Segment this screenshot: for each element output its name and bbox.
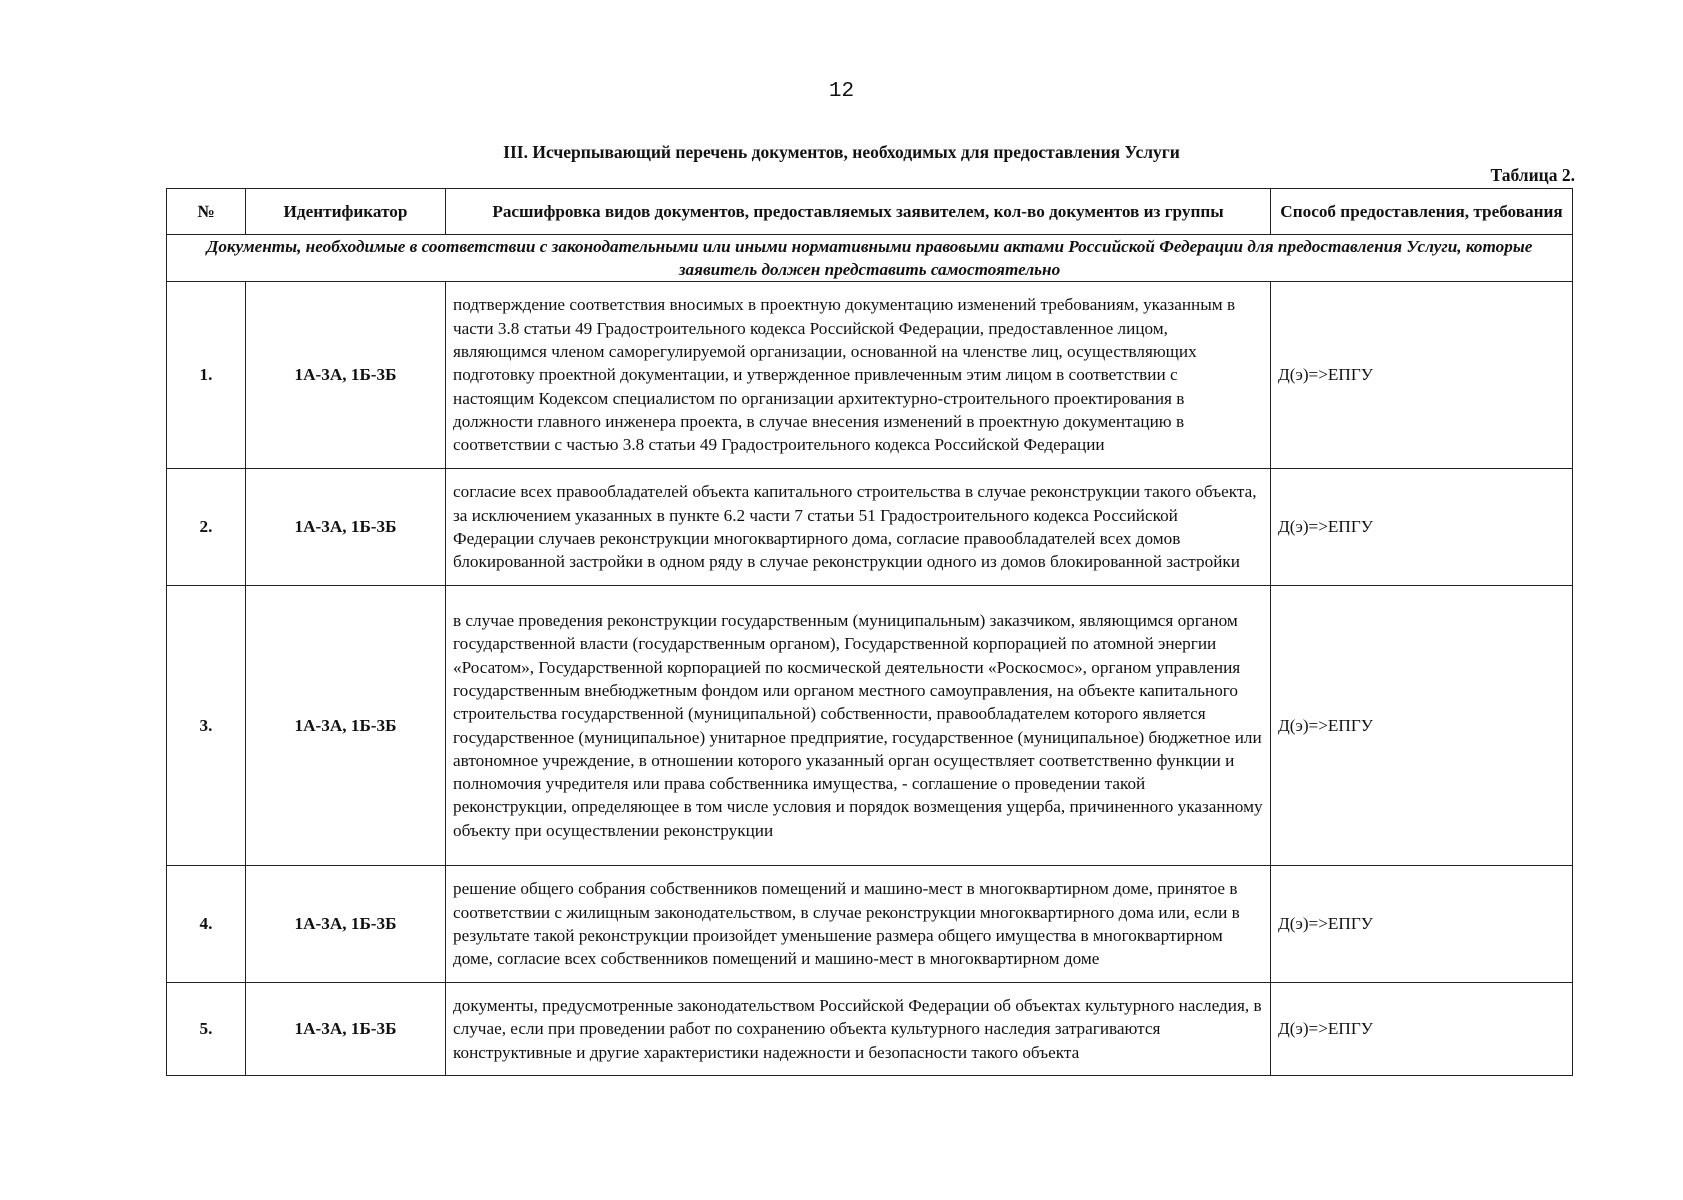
row-description: в случае проведения реконструкции государственным (муниципальным) заказчиком, являющимся органом государственной власти (государственным органом), Государственной корпорацией по атомной энергии «Росатом», Государственной корпорацией по космической деятельности «Роскосмос», органом управления государственным внебюджетным фондом или органом местного самоуправления, на объекте капитального строительства государственной (муниципальной) собственности, правообладателем которого является государственное (муниципальное) унитарное предприятие, государственное (муниципальное) бюджетное или автономное учреждение, в отношении которого указанный орган осуществляет соответственно функции и полномочия учредителя или права собственника имущества, - соглашение о проведении такой реконструкции, определяющее в том числе условия и порядок возмещения ущерба, причиненного указанному объекту при осуществлении реконструкции [446,586,1271,866]
table-row [167,469,1573,586]
row-method: Д(э)=>ЕПГУ [1271,866,1573,983]
header-num: № [167,189,246,235]
section-title: III. Исчерпывающий перечень документов, необходимых для предоставления Услуги [503,142,1180,162]
header-description: Расшифровка видов документов, предоставляемых заявителем, кол-во документов из группы [446,189,1271,235]
row-description: согласие всех правообладателей объекта капитального строительства в случае реконструкции такого объекта, за исключением указанных в пункте 6.2 части 7 статьи 51 Градостроительного кодекса Российской Федерации случаев реконструкции многоквартирного дома, согласие правообладателей всех домов блокированной застройки в одном ряду в случае реконструкции одного из домов блокированной застройки [446,469,1271,586]
row-method: Д(э)=>ЕПГУ [1271,469,1573,586]
row-identifier: 1А-3А, 1Б-3Б [246,983,446,1076]
row-method: Д(э)=>ЕПГУ [1271,983,1573,1076]
table-row [167,983,1573,1076]
section-row-text: Документы, необходимые в соответствии с законодательными или иными нормативными правовыми актами Российской Федерации для предоставления Услуги, которые заявитель должен представить самостоятельно [167,235,1573,282]
row-num: 4. [167,866,246,983]
row-identifier: 1А-3А, 1Б-3Б [246,469,446,586]
row-num: 2. [167,469,246,586]
header-identifier: Идентификатор [246,189,446,235]
row-num: 5. [167,983,246,1076]
page-number: 12 [828,80,855,103]
table-header-row [167,189,1573,235]
row-num: 1. [167,282,246,469]
row-description: подтверждение соответствия вносимых в проектную документацию изменений требованиям, указанным в части 3.8 статьи 49 Градостроительного кодекса Российской Федерации, предоставленное лицом, являющимся членом саморегулируемой организации, основанной на членстве лиц, осуществляющих подготовку проектной документации, и утвержденное привлеченным этим лицом в соответствии с настоящим Кодексом специалистом по организации архитектурно-строительного проектирования в должности главного инженера проекта, в случае внесения изменений в проектную документацию в соответствии с частью 3.8 статьи 49 Градостроительного кодекса Российской Федерации [446,282,1271,469]
row-identifier: 1А-3А, 1Б-3Б [246,586,446,866]
row-description: документы, предусмотренные законодательством Российской Федерации об объектах культурного наследия, в случае, если при проведении работ по сохранению объекта культурного наследия затрагиваются конструктивные и другие характеристики надежности и безопасности такого объекта [446,983,1271,1076]
table-label: Таблица 2. [1490,165,1575,185]
row-num: 3. [167,586,246,866]
table-row [167,586,1573,866]
table-row [167,282,1573,469]
section-row [167,235,1573,282]
row-method: Д(э)=>ЕПГУ [1271,586,1573,866]
header-method: Способ предоставления, требования [1271,189,1573,235]
documents-table [166,188,1573,1076]
table-row [167,866,1573,983]
row-identifier: 1А-3А, 1Б-3Б [246,866,446,983]
row-description: решение общего собрания собственников помещений и машино-мест в многоквартирном доме, принятое в соответствии с жилищным законодательством, в случае реконструкции многоквартирного дома или, если в результате такой реконструкции произойдет уменьшение размера общего имущества в многоквартирном доме, согласие всех собственников помещений и машино-мест в многоквартирном доме [446,866,1271,983]
row-method: Д(э)=>ЕПГУ [1271,282,1573,469]
row-identifier: 1А-3А, 1Б-3Б [246,282,446,469]
